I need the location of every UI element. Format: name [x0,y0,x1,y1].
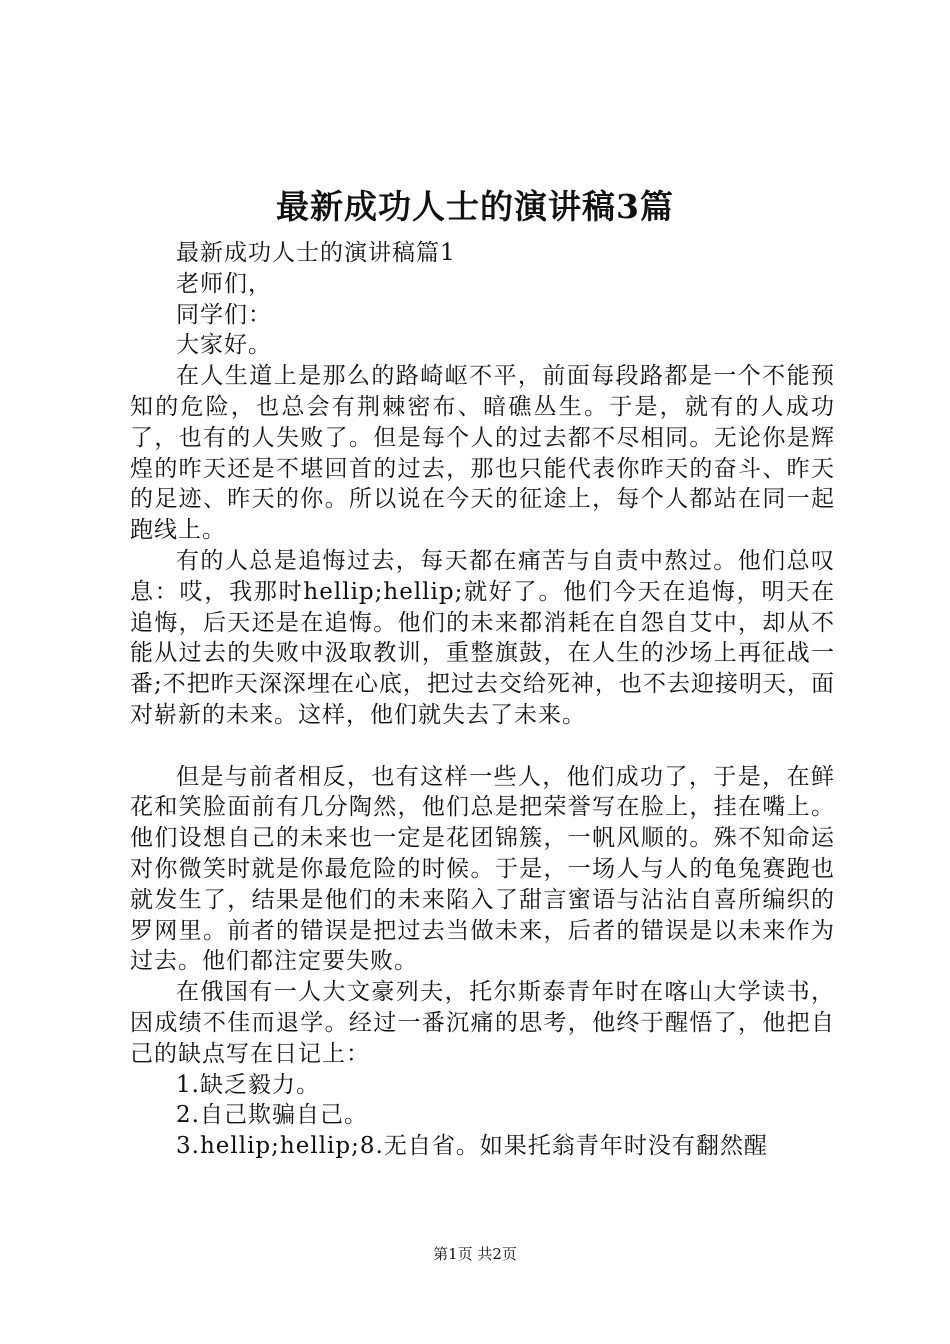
page-footer: 第1页 共2页 [433,1245,517,1263]
greeting: 大家好。 [176,332,272,359]
section-heading: 最新成功人士的演讲稿篇1 [176,240,456,266]
salutation-teachers: 老师们， [176,270,272,297]
paragraph-regret-past: 有的人总是追悔过去，每天都在痛苦与自责中熬过。他们总叹息：哎，我那时hellip;hellip;就好了。他们今天在追悔，明天在追悔，后天还是在追悔。他们的未来都消耗在自怨自艾中，却从不能从过去的失败中汲取教训，重整旗鼓，在人生的沙场上再征战一番;不把昨天深深埋在心底，把过去交给死神，也不去迎接明天，面对崭新的未来。这样，他们就失去了未来。 [130,547,835,728]
document-body [130,238,835,1162]
paragraph-life-road: 在人生道上是那么的路崎岖不平，前面每段路都是一个不能预知的危险，也总会有荆棘密布、暗礁丛生。于是，就有的人成功了，也有的人失败了。但是每个人的过去都不尽相同。无论你是辉煌的昨天还是不堪回首的过去，那也只能代表你昨天的奋斗、昨天的足迹、昨天的你。所以说在今天的征途上，每个人都站在同一起跑线上。 [130,363,835,544]
paragraph-success-pride: 但是与前者相反，也有这样一些人，他们成功了，于是，在鲜花和笑脸面前有几分陶然，他们总是把荣誉写在脸上，挂在嘴上。他们设想自己的未来也一定是花团锦簇，一帆风顺的。殊不知命运对你微笑时就是你最危险的时候。于是，一场人与人的龟兔赛跑也就发生了，结果是他们的未来陷入了甜言蜜语与沾沾自喜所编织的罗网里。前者的错误是把过去当做未来，后者的错误是以未来作为过去。他们都注定要失败。 [130,763,835,975]
salutation-students: 同学们： [176,301,272,328]
paragraph-tolstoy: 在俄国有一人大文豪列夫，托尔斯泰青年时在喀山大学读书，因成绩不佳而退学。经过一番沉痛的思考，他终于醒悟了，他把自己的缺点写在日记上： [130,979,835,1067]
list-item: 2.自己欺骗自己。 [176,1102,368,1129]
list-item: 3.hellip;hellip;8.无自省。如果托翁青年时没有翻然醒 [176,1133,768,1160]
document-title: 最新成功人士的演讲稿3篇 [276,187,674,226]
list-item: 1.缺乏毅力。 [176,1071,320,1098]
